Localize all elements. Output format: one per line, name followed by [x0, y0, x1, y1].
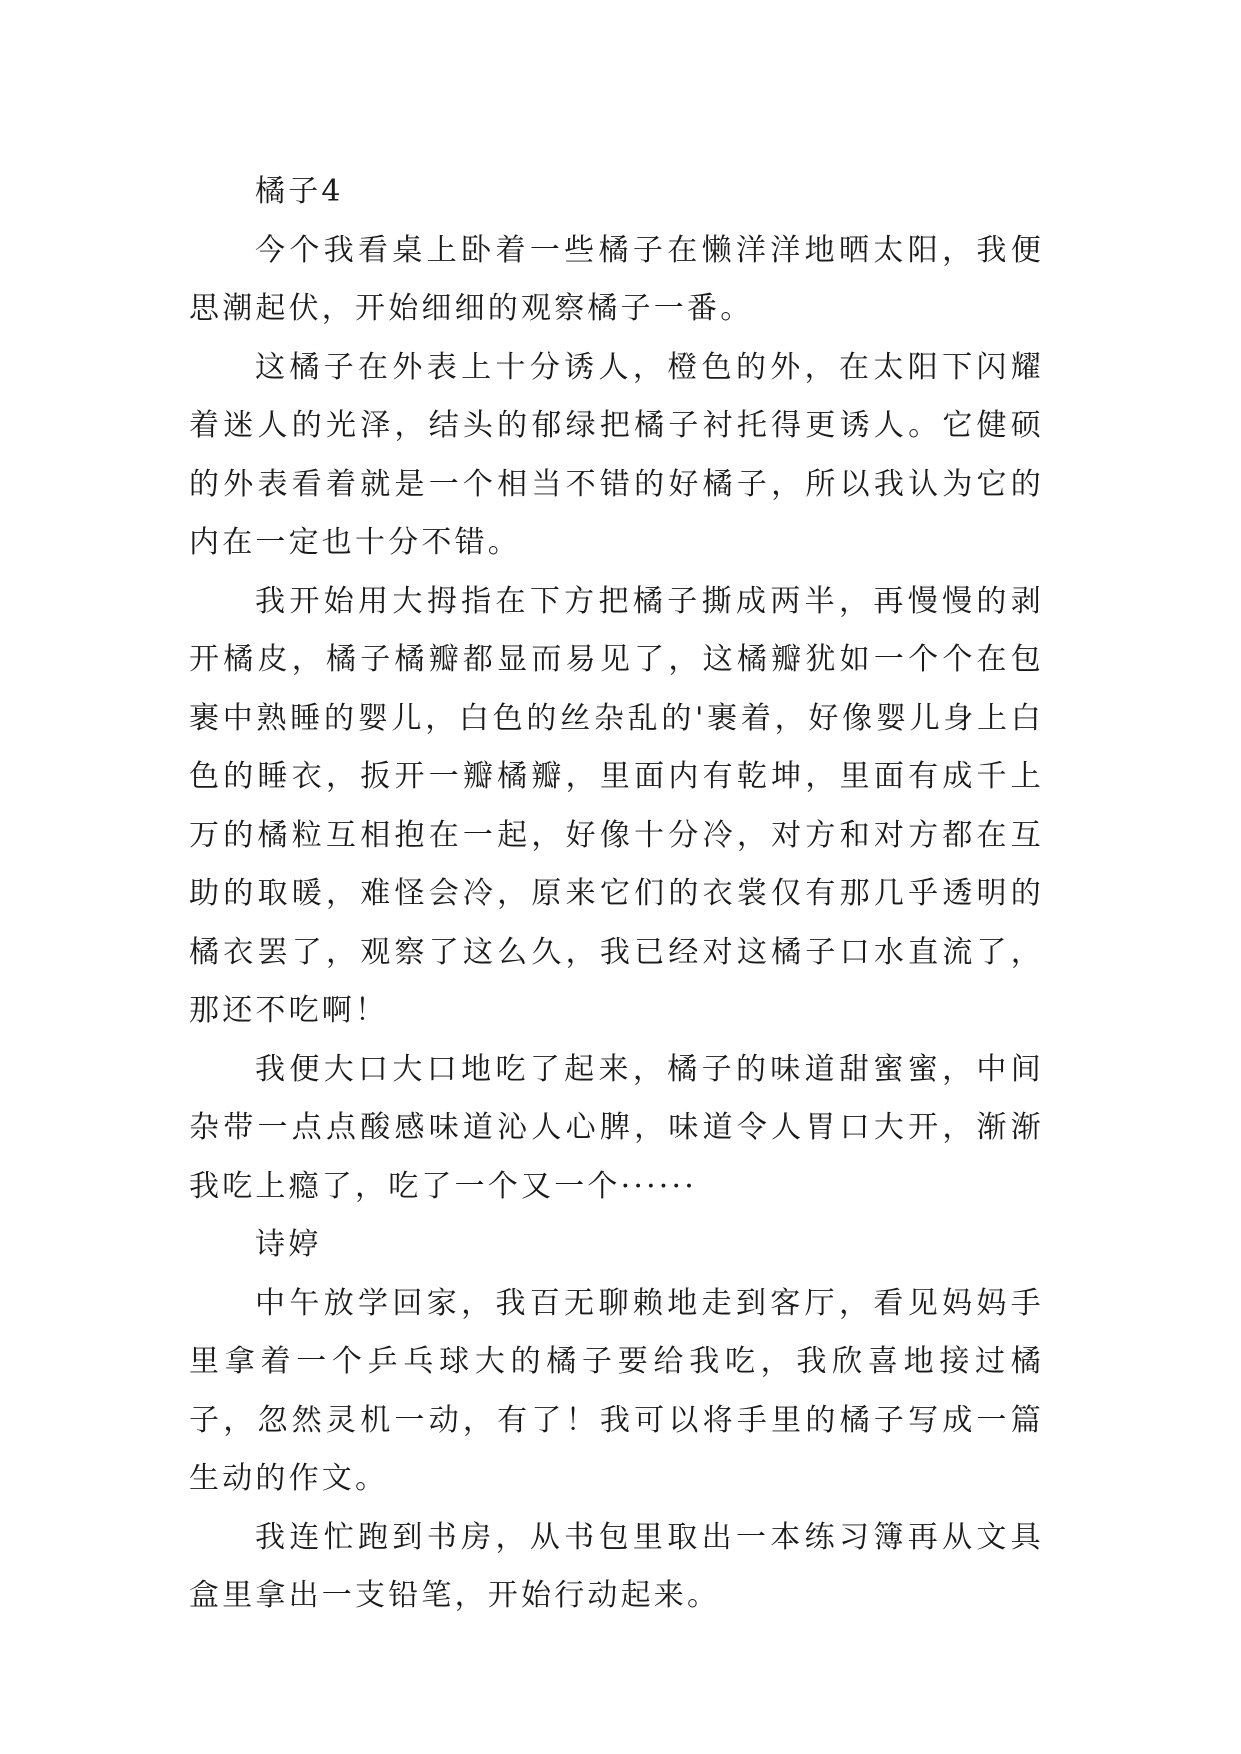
section-heading-2: 诗婷	[255, 1227, 322, 1262]
paragraph: 我开始用大拇指在下方把橘子撕成两半，再慢慢的剥开橘皮，橘子橘瓣都显而易见了，这橘瓣犹如一个个在包裹中熟睡的婴儿，白色的丝杂乱的'裹着，好像婴儿身上白色的睡衣，扳开一瓣橘瓣，里面内有乾坤，里面有成千上万的橘粒互相抱在一起，好像十分冷，对方和对方都在互助的取暖，难怪会冷，原来它们的衣裳仅有那几乎透明的橘衣罢了，观察了这么久，我已经对这橘子口水直流了，那还不吃啊！	[189, 583, 1044, 1028]
paragraph: 我连忙跑到书房，从书包里取出一本练习簿再从文具盒里拿出一支铅笔，开始行动起来。	[189, 1519, 1044, 1613]
paragraph: 今个我看桌上卧着一些橘子在懒洋洋地晒太阳，我便思潮起伏，开始细细的观察橘子一番。	[189, 232, 1044, 326]
document-body	[189, 163, 1044, 1626]
paragraph: 这橘子在外表上十分诱人，橙色的外，在太阳下闪耀着迷人的光泽，结头的郁绿把橘子衬托得更诱人。它健硕的外表看着就是一个相当不错的好橘子，所以我认为它的内在一定也十分不错。	[189, 349, 1044, 560]
section-heading-1: 橘子4	[255, 174, 344, 209]
paragraph: 我便大口大口地吃了起来，橘子的味道甜蜜蜜，中间杂带一点点酸感味道沁人心脾，味道令人胃口大开，渐渐我吃上瘾了，吃了一个又一个······	[189, 1051, 1044, 1204]
paragraph: 中午放学回家，我百无聊赖地走到客厅，看见妈妈手里拿着一个乒乓球大的橘子要给我吃，我欣喜地接过橘子，忽然灵机一动，有了！我可以将手里的橘子写成一篇生动的作文。	[189, 1285, 1044, 1496]
